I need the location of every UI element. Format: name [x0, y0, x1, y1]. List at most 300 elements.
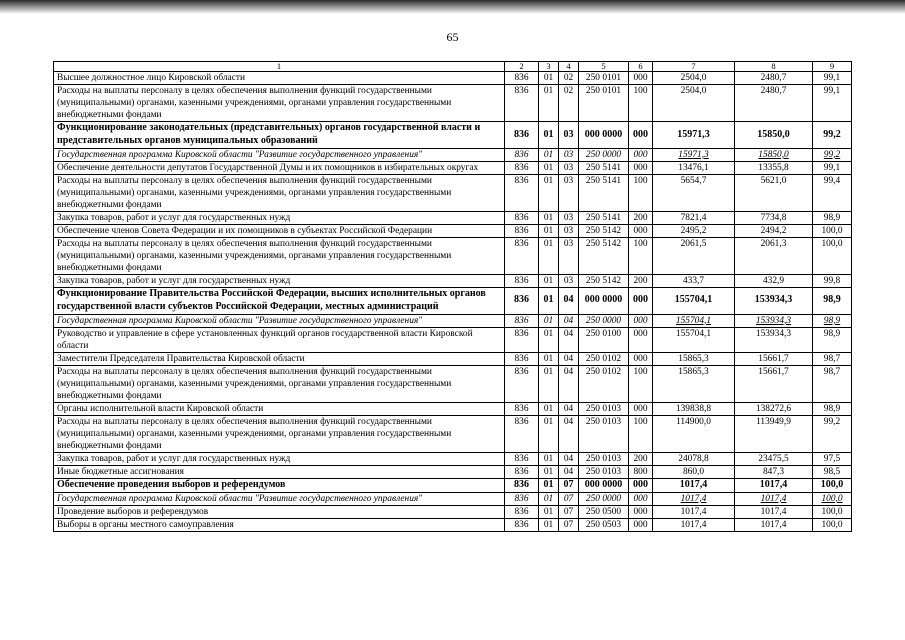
row-name-cell-text: Расходы на выплаты персоналу в целях обеспечения выполнения функций государственными (муниципальными) органами, казенными учреждениями, органами управления государственными внебюджетными фондами [57, 175, 452, 210]
target-article-cell-text: 250 0100 [585, 328, 622, 339]
row-name-cell [54, 518, 505, 531]
kvsr-cell-text: 836 [514, 73, 529, 83]
subsection-cell-text: 07 [563, 519, 574, 530]
subsection-cell [559, 415, 579, 452]
plan-amount-cell [653, 365, 735, 402]
percent-cell [813, 224, 852, 237]
column-number: 5 [579, 62, 629, 72]
plan-amount-cell-text: 15971,3 [677, 128, 710, 140]
expense-type-cell-text: 000 [633, 403, 648, 414]
section-cell [539, 275, 559, 288]
kvsr-cell-text: 836 [514, 506, 529, 517]
section-cell-text: 01 [543, 212, 554, 223]
section-cell [539, 453, 559, 466]
table-row [54, 402, 852, 415]
target-article-cell [579, 518, 629, 531]
kvsr-cell [505, 148, 539, 161]
kvsr-cell [505, 365, 539, 402]
actual-amount-cell [735, 327, 813, 352]
row-name-cell [54, 72, 505, 85]
plan-amount-cell [653, 288, 735, 315]
percent-cell [813, 148, 852, 161]
section-cell-text: 01 [543, 86, 554, 97]
subsection-cell-text: 03 [563, 238, 574, 249]
section-cell-text: 01 [543, 467, 554, 478]
table-row [54, 505, 852, 518]
table-row [54, 415, 852, 452]
row-name-cell [54, 161, 505, 174]
percent-cell-text: 99,1 [823, 73, 841, 83]
section-cell-text: 01 [543, 519, 554, 530]
plan-amount-cell-text: 2504,0 [680, 86, 707, 97]
plan-amount-cell-text: 155704,1 [674, 294, 713, 306]
plan-amount-cell-text: 2495,2 [680, 225, 707, 236]
percent-cell [813, 72, 852, 85]
expense-type-cell [629, 174, 653, 211]
row-name-cell-text: Заместители Председателя Правительства Кировской области [57, 353, 305, 364]
row-name-cell [54, 352, 505, 365]
target-article-cell [579, 122, 629, 149]
target-article-cell [579, 365, 629, 402]
expense-type-cell [629, 327, 653, 352]
column-number-row [54, 62, 852, 72]
section-cell [539, 288, 559, 315]
percent-cell [813, 122, 852, 149]
expense-type-cell-text: 200 [633, 212, 648, 223]
subsection-cell [559, 224, 579, 237]
plan-amount-cell-text: 15971,3 [678, 149, 709, 160]
actual-amount-cell [735, 122, 813, 149]
plan-amount-cell-text: 155704,1 [675, 315, 712, 326]
plan-amount-cell [653, 518, 735, 531]
actual-amount-cell [735, 314, 813, 327]
target-article-cell [579, 148, 629, 161]
kvsr-cell [505, 352, 539, 365]
section-cell [539, 505, 559, 518]
kvsr-cell [505, 288, 539, 315]
actual-amount-cell-text: 1017,4 [759, 479, 788, 491]
row-name-cell-text: Расходы на выплаты персоналу в целях обеспечения выполнения функций государственными (муниципальными) органами, казенными учреждениями, органами управления государственными внебюджетными фондами [57, 238, 452, 273]
subsection-cell [559, 518, 579, 531]
subsection-cell [559, 365, 579, 402]
expense-type-cell-text: 000 [633, 506, 648, 517]
target-article-cell-text: 250 0102 [585, 366, 622, 377]
actual-amount-cell [735, 415, 813, 452]
row-name-cell-text: Руководство и управление в сфере установленных функций органов государственной власти Кировской области [57, 328, 473, 351]
kvsr-cell-text: 836 [514, 493, 529, 504]
actual-amount-cell [735, 518, 813, 531]
row-name-cell [54, 492, 505, 505]
section-cell [539, 72, 559, 85]
percent-cell [813, 314, 852, 327]
section-cell [539, 85, 559, 122]
actual-amount-cell [735, 466, 813, 479]
plan-amount-cell [653, 148, 735, 161]
row-name-cell [54, 224, 505, 237]
section-cell-text: 01 [543, 175, 554, 186]
target-article-cell-text: 250 0101 [585, 73, 622, 83]
kvsr-cell [505, 314, 539, 327]
target-article-cell-text: 250 0103 [585, 467, 622, 478]
row-name-cell-text: Государственная программа Кировской области "Развитие государственного управления" [57, 149, 423, 160]
table-row [54, 122, 852, 149]
target-article-cell-text: 250 0000 [585, 315, 622, 326]
target-article-cell-text: 250 0103 [585, 416, 622, 427]
actual-amount-cell [735, 148, 813, 161]
plan-amount-cell [653, 466, 735, 479]
plan-amount-cell [653, 224, 735, 237]
percent-cell-text: 99,1 [823, 86, 841, 97]
target-article-cell [579, 415, 629, 452]
target-article-cell-text: 250 0000 [585, 149, 622, 160]
subsection-cell-text: 07 [563, 479, 574, 491]
actual-amount-cell [735, 224, 813, 237]
percent-cell [813, 161, 852, 174]
expense-type-cell-text: 000 [633, 479, 648, 491]
section-cell [539, 161, 559, 174]
table-row [54, 314, 852, 327]
target-article-cell-text: 250 0101 [585, 86, 622, 97]
percent-cell [813, 365, 852, 402]
expense-type-cell-text: 000 [633, 493, 648, 504]
section-cell-text: 01 [543, 73, 554, 83]
section-cell [539, 365, 559, 402]
subsection-cell [559, 237, 579, 274]
target-article-cell [579, 505, 629, 518]
target-article-cell [579, 402, 629, 415]
row-name-cell-text: Расходы на выплаты персоналу в целях обеспечения выполнения функций государственными (муниципальными) органами, казенными учреждениями, органами управления государственными внебюджетными фондами [57, 416, 452, 451]
section-cell [539, 327, 559, 352]
target-article-cell-text: 250 5141 [585, 162, 622, 173]
row-name-cell-text: Государственная программа Кировской области "Развитие государственного управления" [57, 493, 423, 504]
kvsr-cell-text: 836 [514, 519, 529, 530]
plan-amount-cell-text: 1017,4 [679, 479, 708, 491]
target-article-cell [579, 288, 629, 315]
row-name-cell-text: Органы исполнительной власти Кировской области [57, 403, 264, 414]
expense-type-cell-text: 000 [633, 353, 648, 364]
expense-type-cell-text: 100 [633, 366, 648, 377]
row-name-cell [54, 453, 505, 466]
target-article-cell-text: 250 5142 [585, 225, 622, 236]
actual-amount-cell [735, 365, 813, 402]
table-row [54, 479, 852, 493]
column-number: 8 [735, 62, 813, 72]
actual-amount-cell [735, 288, 813, 315]
subsection-cell [559, 275, 579, 288]
expense-type-cell-text: 000 [633, 328, 648, 339]
expense-type-cell-text: 000 [633, 73, 648, 83]
percent-cell [813, 352, 852, 365]
percent-cell-text: 98,9 [823, 294, 841, 306]
row-name-cell-text: Обеспечение деятельности депутатов Государственной Думы и их помощников в избирательных округах [57, 162, 479, 173]
kvsr-cell [505, 453, 539, 466]
subsection-cell [559, 211, 579, 224]
actual-amount-cell-text: 15850,0 [757, 128, 790, 140]
table-row [54, 148, 852, 161]
table-row [54, 211, 852, 224]
expense-type-cell [629, 211, 653, 224]
plan-amount-cell-text: 1017,4 [680, 493, 707, 504]
section-cell [539, 352, 559, 365]
budget-table [53, 61, 852, 532]
percent-cell [813, 492, 852, 505]
target-article-cell [579, 479, 629, 493]
percent-cell-text: 98,7 [823, 366, 841, 377]
kvsr-cell-text: 836 [514, 238, 529, 249]
subsection-cell-text: 04 [563, 328, 574, 339]
subsection-cell [559, 85, 579, 122]
row-name-cell [54, 314, 505, 327]
target-article-cell-text: 250 5141 [585, 175, 622, 186]
kvsr-cell [505, 327, 539, 352]
row-name-cell [54, 365, 505, 402]
plan-amount-cell-text: 114900,0 [676, 416, 711, 427]
percent-cell [813, 288, 852, 315]
plan-amount-cell-text: 7821,4 [680, 212, 707, 223]
expense-type-cell [629, 479, 653, 493]
plan-amount-cell-text: 2061,5 [680, 238, 707, 249]
table-row [54, 275, 852, 288]
section-cell-text: 01 [543, 328, 554, 339]
column-number: 1 [54, 62, 505, 72]
column-number: 2 [505, 62, 539, 72]
plan-amount-cell-text: 433,7 [682, 276, 705, 287]
kvsr-cell-text: 836 [514, 467, 529, 478]
plan-amount-cell-text: 155704,1 [675, 328, 712, 339]
percent-cell [813, 402, 852, 415]
subsection-cell [559, 327, 579, 352]
table-row [54, 85, 852, 122]
subsection-cell-text: 07 [563, 493, 574, 504]
expense-type-cell [629, 161, 653, 174]
percent-cell-text: 98,5 [823, 467, 841, 478]
row-name-cell-text: Обеспечение проведения выборов и референдумов [57, 479, 286, 491]
plan-amount-cell-text: 2504,0 [680, 73, 707, 83]
subsection-cell-text: 04 [563, 366, 574, 377]
subsection-cell-text: 03 [563, 162, 574, 173]
table-row [54, 518, 852, 531]
target-article-cell [579, 275, 629, 288]
target-article-cell-text: 250 0500 [585, 506, 622, 517]
subsection-cell-text: 04 [563, 467, 574, 478]
kvsr-cell [505, 466, 539, 479]
table-row [54, 237, 852, 274]
target-article-cell [579, 174, 629, 211]
subsection-cell [559, 505, 579, 518]
actual-amount-cell-text: 2480,7 [760, 73, 787, 83]
percent-cell-text: 99,2 [823, 416, 841, 427]
row-name-cell [54, 505, 505, 518]
actual-amount-cell [735, 174, 813, 211]
expense-type-cell [629, 505, 653, 518]
column-number: 6 [629, 62, 653, 72]
actual-amount-cell-text: 15661,7 [758, 353, 789, 364]
kvsr-cell-text: 836 [514, 162, 529, 173]
actual-amount-cell-text: 2494,2 [760, 225, 787, 236]
row-name-cell-text: Закупка товаров, работ и услуг для государственных нужд [57, 276, 291, 287]
actual-amount-cell-text: 15661,7 [758, 366, 789, 377]
percent-cell-text: 100,0 [821, 493, 843, 504]
section-cell-text: 01 [543, 294, 554, 306]
plan-amount-cell [653, 327, 735, 352]
subsection-cell [559, 314, 579, 327]
section-cell-text: 01 [543, 479, 554, 491]
row-name-cell [54, 327, 505, 352]
plan-amount-cell-text: 139838,8 [675, 403, 712, 414]
expense-type-cell [629, 492, 653, 505]
table-row [54, 288, 852, 315]
percent-cell [813, 415, 852, 452]
expense-type-cell-text: 200 [633, 276, 648, 287]
row-name-cell [54, 275, 505, 288]
actual-amount-cell-text: 113949,9 [756, 416, 791, 427]
table-row [54, 327, 852, 352]
section-cell-text: 01 [543, 128, 554, 140]
expense-type-cell [629, 72, 653, 85]
expense-type-cell-text: 000 [633, 519, 648, 530]
subsection-cell-text: 03 [563, 149, 574, 160]
expense-type-cell-text: 100 [633, 416, 648, 427]
actual-amount-cell-text: 1017,4 [760, 506, 787, 517]
plan-amount-cell [653, 492, 735, 505]
percent-cell-text: 98,9 [823, 403, 841, 414]
plan-amount-cell [653, 275, 735, 288]
expense-type-cell [629, 402, 653, 415]
table-row [54, 466, 852, 479]
target-article-cell-text: 250 5142 [585, 276, 622, 287]
subsection-cell [559, 479, 579, 493]
actual-amount-cell [735, 237, 813, 274]
section-cell [539, 224, 559, 237]
kvsr-cell-text: 836 [514, 294, 529, 306]
target-article-cell-text: 250 0000 [585, 493, 622, 504]
kvsr-cell-text: 836 [514, 403, 529, 414]
expense-type-cell-text: 000 [633, 225, 648, 236]
target-article-cell-text: 250 5141 [585, 212, 622, 223]
percent-cell [813, 211, 852, 224]
subsection-cell-text: 04 [563, 416, 574, 427]
kvsr-cell [505, 518, 539, 531]
kvsr-cell [505, 72, 539, 85]
expense-type-cell [629, 224, 653, 237]
section-cell [539, 237, 559, 274]
subsection-cell [559, 466, 579, 479]
actual-amount-cell-text: 1017,4 [760, 519, 787, 530]
subsection-cell-text: 03 [563, 175, 574, 186]
expense-type-cell [629, 518, 653, 531]
plan-amount-cell [653, 314, 735, 327]
plan-amount-cell [653, 122, 735, 149]
column-number: 4 [559, 62, 579, 72]
expense-type-cell-text: 000 [633, 162, 648, 173]
target-article-cell [579, 237, 629, 274]
row-name-cell [54, 466, 505, 479]
percent-cell [813, 479, 852, 493]
kvsr-cell-text: 836 [514, 149, 529, 160]
kvsr-cell [505, 492, 539, 505]
section-cell-text: 01 [543, 416, 554, 427]
plan-amount-cell [653, 237, 735, 274]
target-article-cell [579, 492, 629, 505]
actual-amount-cell-text: 138272,6 [755, 403, 792, 414]
kvsr-cell [505, 505, 539, 518]
percent-cell-text: 99,4 [823, 175, 841, 186]
percent-cell-text: 99,8 [823, 276, 841, 287]
subsection-cell [559, 174, 579, 211]
target-article-cell-text: 250 0503 [585, 519, 622, 530]
table-row [54, 161, 852, 174]
row-name-cell-text: Проведение выборов и референдумов [57, 506, 209, 517]
section-cell-text: 01 [543, 315, 554, 326]
expense-type-cell [629, 237, 653, 274]
actual-amount-cell [735, 85, 813, 122]
actual-amount-cell [735, 211, 813, 224]
section-cell-text: 01 [543, 353, 554, 364]
row-name-cell-text: Выборы в органы местного самоуправления [57, 519, 234, 530]
section-cell [539, 479, 559, 493]
plan-amount-cell [653, 72, 735, 85]
row-name-cell-text: Расходы на выплаты персоналу в целях обеспечения выполнения функций государственными (муниципальными) органами, казенными учреждениями, органами управления государственными внебюджетными фондами [57, 366, 452, 401]
section-cell-text: 01 [543, 403, 554, 414]
kvsr-cell-text: 836 [514, 479, 529, 491]
table-row [54, 365, 852, 402]
subsection-cell-text: 04 [563, 315, 574, 326]
plan-amount-cell [653, 211, 735, 224]
plan-amount-cell [653, 402, 735, 415]
actual-amount-cell-text: 153934,3 [754, 294, 793, 306]
actual-amount-cell-text: 2061,3 [760, 238, 787, 249]
row-name-cell [54, 122, 505, 149]
expense-type-cell [629, 148, 653, 161]
kvsr-cell [505, 224, 539, 237]
actual-amount-cell [735, 505, 813, 518]
subsection-cell-text: 04 [563, 454, 574, 464]
percent-cell-text: 100,0 [821, 519, 843, 530]
scan-edge-shadow [0, 0, 905, 14]
expense-type-cell-text: 000 [633, 149, 648, 160]
table-body [54, 62, 852, 532]
kvsr-cell-text: 836 [514, 276, 529, 287]
section-cell-text: 01 [543, 225, 554, 236]
row-name-cell [54, 211, 505, 224]
target-article-cell [579, 72, 629, 85]
subsection-cell-text: 07 [563, 506, 574, 517]
section-cell [539, 492, 559, 505]
percent-cell-text: 98,7 [823, 353, 841, 364]
kvsr-cell-text: 836 [514, 128, 529, 140]
subsection-cell-text: 03 [563, 276, 574, 287]
expense-type-cell [629, 466, 653, 479]
plan-amount-cell [653, 161, 735, 174]
subsection-cell [559, 492, 579, 505]
subsection-cell [559, 72, 579, 85]
target-article-cell-text: 250 0102 [585, 353, 622, 364]
percent-cell-text: 98,9 [823, 315, 841, 326]
target-article-cell [579, 224, 629, 237]
expense-type-cell-text: 100 [633, 238, 648, 249]
percent-cell-text: 99,2 [823, 149, 841, 160]
subsection-cell [559, 402, 579, 415]
table-row [54, 492, 852, 505]
table-row [54, 174, 852, 211]
section-cell [539, 148, 559, 161]
expense-type-cell [629, 288, 653, 315]
expense-type-cell-text: 000 [633, 294, 648, 306]
kvsr-cell-text: 836 [514, 366, 529, 377]
row-name-cell-text: Расходы на выплаты персоналу в целях обеспечения выполнения функций государственными (муниципальными) органами, казенными учреждениями, органами управления государственными внебюджетными фондами [57, 86, 452, 121]
kvsr-cell-text: 836 [514, 454, 529, 464]
actual-amount-cell-text: 153934,3 [755, 328, 792, 339]
